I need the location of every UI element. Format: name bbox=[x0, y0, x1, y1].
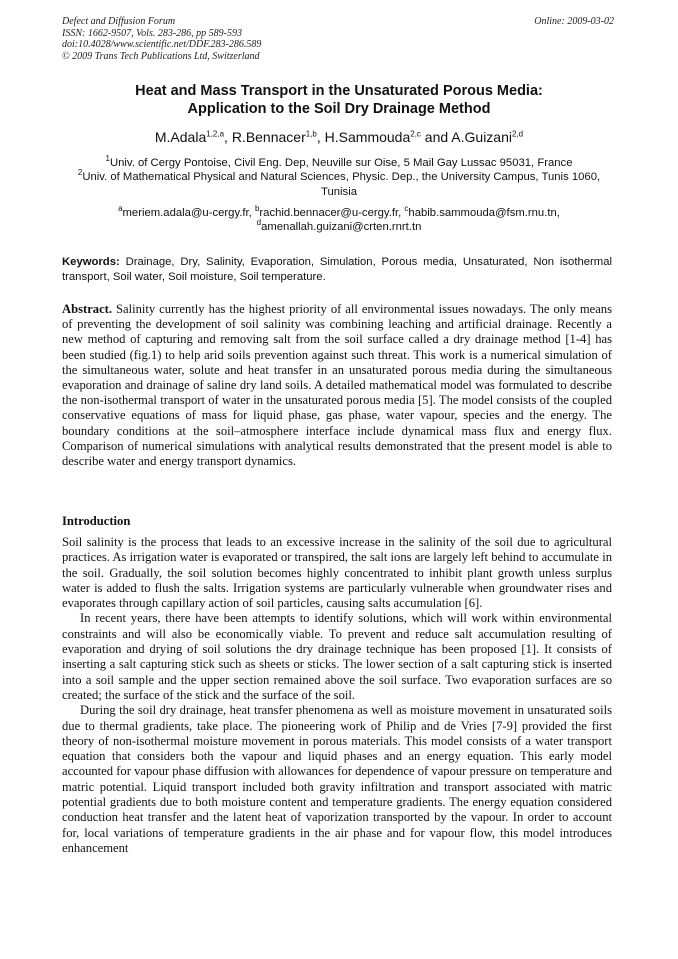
abstract-label: Abstract. bbox=[62, 302, 113, 316]
email-marker: a bbox=[118, 204, 123, 214]
title-line-2: Application to the Soil Dry Drainage Method bbox=[187, 101, 491, 117]
abstract-text: Salinity currently has the highest priority of all environmental issues nowadays. The only means of preventing the development of soil salinity was combining leaching and artificial drainage. Recently a new method of capturing and removing salt from the soil surface called a dry drainage method [1-4] has been studied (fig.1) to help arid soils prevention against such threat. This work is a numerical simulation of the simultaneous water, solute and heat transfer in an unsaturated porous media during the simultaneous evaporation and drainage of saline dry land soils. A detailed mathematical model was formulated to describe the non-isothermal transport of water in the unsaturated porous media [5]. The model consists of the coupled conservative equations of mass for liquid phase, gas phase, water vapour, species and the energy. The boundary conditions at the soil–atmosphere interface include dynamical mass flux and energy flux. Comparison of numerical simulations with analytical results demonstrated that the present model is able to describe water and energy transport dynamics. bbox=[62, 302, 612, 469]
copyright-line: © 2009 Trans Tech Publications Ltd, Switzerland bbox=[62, 50, 260, 62]
paper-title bbox=[40, 82, 638, 118]
paragraph: In recent years, there have been attempts to identify solutions, which will work within environmental constraints and will also be economically viable. To prevent and reduce salt accumulation resulting of evaporation and drying of soil solutions the dry drainage technique has been proposed [1]. It consists of inserting a salt capturing stick such as sheets or sticks. The lower section of a salt capturing stick is inserted into a soil sample and the upper section remained above the soil surface. Two evaporation surfaces are so created; the surface of the stick and the surface of the soil. bbox=[62, 611, 612, 702]
email-marker: b bbox=[254, 204, 260, 214]
email-address[interactable]: habib.sammouda@fsm.rnu.tn, bbox=[408, 207, 560, 219]
email-list bbox=[60, 206, 618, 235]
author-superscript: 1,2,a bbox=[206, 129, 225, 139]
author-separator: , bbox=[224, 129, 232, 145]
author-name: R.Bennacer bbox=[231, 129, 306, 145]
journal-name: Defect and Diffusion Forum bbox=[62, 16, 176, 27]
author-list bbox=[20, 128, 658, 146]
author-name: A.Guizani bbox=[451, 129, 512, 145]
keywords-label: Keywords: bbox=[62, 256, 120, 268]
author-name: M.Adala bbox=[154, 129, 207, 145]
publication-header bbox=[62, 16, 261, 62]
introduction-body bbox=[62, 535, 612, 856]
abstract bbox=[62, 302, 612, 469]
email-marker: c bbox=[404, 204, 409, 214]
author-superscript: 2,c bbox=[410, 129, 421, 139]
email-address[interactable]: meriem.adala@u-cergy.fr, bbox=[122, 207, 255, 219]
email-line-2 bbox=[60, 220, 618, 234]
keywords-text: Drainage, Dry, Salinity, Evaporation, Simulation, Porous media, Unsaturated, Non isothermal transport, Soil water, Soil moisture, Soil temperature. bbox=[62, 256, 612, 283]
issn-line: ISSN: 1662-9507, Vols. 283-286, pp 589-593 bbox=[62, 27, 242, 39]
email-marker: d bbox=[256, 218, 262, 228]
author-separator: and bbox=[420, 129, 452, 145]
affiliation-2 bbox=[60, 170, 618, 199]
email-address[interactable]: rachid.bennacer@u-cergy.fr, bbox=[259, 207, 405, 219]
author-name: H.Sammouda bbox=[324, 129, 411, 145]
affiliation-text: Univ. of Mathematical Physical and Natural Sciences, Physic. Dep., the University Campus, Tunis 1060, Tunisia bbox=[82, 171, 601, 198]
paragraph: During the soil dry drainage, heat transfer phenomena as well as moisture movement in unsaturated soils due to thermal gradients, take place. The pioneering work of Philip and de Vries [7-9] provided the first theory of non-isothermal moisture movement in porous materials. This model consists of a water transport equation that considers both the vapour and liquid phases and an energy equation. This early model accounted for vapour phase diffusion with allowances for dependence of vapour pressure on temperature and matric potential. Liquid transport included both gravity infiltration and transport associated with matric potential gradients due to both moisture content and temperature gradients. The energy equation considered conduction heat transfer and the latent heat of vaporization transported by the vapour. In order to account for, local variations of temperature gradients in the air phase and for vapour flow, this model introduces enhancement bbox=[62, 703, 612, 855]
keywords bbox=[62, 255, 612, 285]
email-line-1 bbox=[60, 206, 618, 220]
affiliation-marker: 2 bbox=[77, 168, 83, 178]
affiliation-marker: 1 bbox=[105, 154, 110, 164]
affiliation-text: Univ. of Cergy Pontoise, Civil Eng. Dep, Neuville sur Oise, 5 Mail Gay Lussac 95031, France bbox=[109, 157, 573, 169]
email-address[interactable]: amenallah.guizani@crten.rnrt.tn bbox=[261, 221, 422, 234]
title-line-1: Heat and Mass Transport in the Unsaturated Porous Media: bbox=[135, 83, 543, 99]
affiliations bbox=[60, 156, 618, 199]
author-superscript: 2,d bbox=[512, 129, 524, 139]
online-date: Online: 2009-03-02 bbox=[534, 16, 614, 27]
doi-line[interactable]: doi:10.4028/www.scientific.net/DDF.283-286.589 bbox=[62, 39, 262, 50]
author-separator: , bbox=[316, 129, 325, 145]
paragraph: Soil salinity is the process that leads to an excessive increase in the salinity of the soil due to agricultural practices. As irrigation water is evaporated or transpired, the salt ions are largely left behind to accumulate in the soil. Gradually, the soil solution becomes highly concentrated to inhibit plant growth unless surplus water is added to flush the salts. Irrigation systems are particularly vulnerable when groundwater rises and evaporates through capillary action of soil particles, causing salts accumulation [6]. bbox=[62, 535, 612, 611]
section-heading-introduction: Introduction bbox=[62, 514, 131, 528]
affiliation-1 bbox=[60, 156, 618, 170]
author-superscript: 1,b bbox=[305, 129, 317, 139]
